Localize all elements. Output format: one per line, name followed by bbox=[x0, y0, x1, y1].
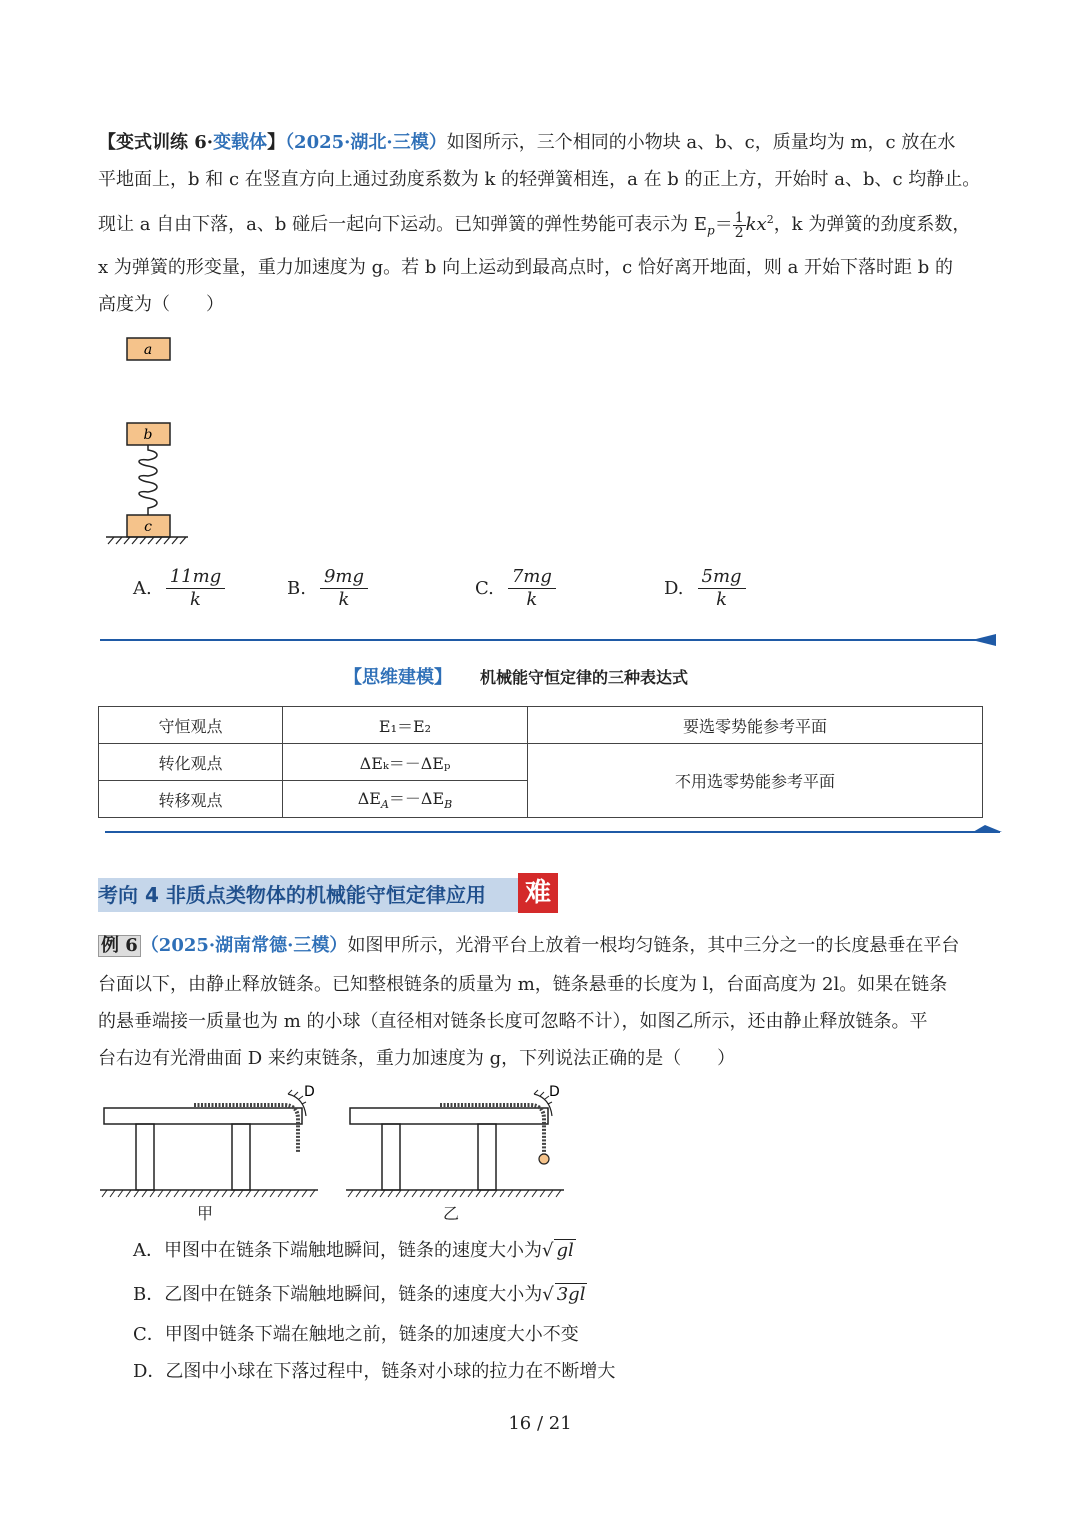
chain-figure-jia bbox=[98, 1080, 323, 1200]
model-title: 【思维建模】 机械能守恒定律的三种表达式 bbox=[344, 667, 689, 688]
problem1-line4: x 为弹簧的形变量，重力加速度为 g。若 b 向上运动到最高点时，c 恰好离开地面，则 a 开始下落时距 b 的 bbox=[98, 257, 954, 278]
choice-c[interactable]: C．甲图中链条下端在触地之前，链条的加速度大小不变 bbox=[133, 1324, 579, 1345]
option-a[interactable]: A. $\frac{11mg}{k}$ bbox=[133, 566, 225, 611]
problem1-line3: 现让 a 自由下落，a、b 碰后一起向下运动。已知弹簧的弹性势能可表示为 $E_p=$ $\frac{1}{2}$ $kx^2$，k 为弹簧的劲度系数， bbox=[98, 209, 971, 241]
example-label: 例 6 bbox=[98, 935, 141, 957]
problem2-line3: 的悬垂端接一质量也为 m 的小球（直径相对链条长度可忽略不计），如图乙所示，还由静止释放链条。平 bbox=[98, 1011, 928, 1032]
problem2-line1: 例 6 （2025·湖南常德·三模）如图甲所示，光滑平台上放着一根均匀链条，其中三分之一的长度悬垂在平台 bbox=[98, 934, 959, 958]
caption-yi: 乙 bbox=[443, 1204, 460, 1223]
problem1-source: （2025·湖北·三模） bbox=[285, 132, 447, 153]
chain-figure-yi bbox=[344, 1080, 569, 1200]
spring bbox=[139, 445, 157, 515]
problem2-source: （2025·湖南常德·三模） bbox=[140, 935, 348, 956]
row-name: 转移观点 bbox=[99, 781, 283, 818]
block-a-label: a bbox=[143, 342, 153, 358]
option-d[interactable]: D. $\frac{5mg}{k}$ bbox=[664, 566, 746, 611]
block-c-label: c bbox=[144, 519, 152, 535]
page-number: 16 / 21 bbox=[508, 1413, 572, 1434]
row-note: 要选零势能参考平面 bbox=[528, 707, 983, 744]
row-formula: $\Delta E_A=-\Delta E_B$ bbox=[283, 781, 528, 818]
problem1-line1: 【变式训练 6·变载体】（2025·湖北·三模）如图所示，三个相同的小物块 a、b、c，质量均为 m，c 放在水 bbox=[98, 132, 956, 153]
label-d: D bbox=[304, 1084, 315, 1100]
divider-top bbox=[100, 630, 1000, 650]
choice-a[interactable]: A．甲图中在链条下端触地瞬间，链条的速度大小为√ gl bbox=[133, 1240, 574, 1261]
problem2-line2: 台面以下，由静止释放链条。已知整根链条的质量为 m，链条悬垂的长度为 l，台面高度为 2l。如果在链条 bbox=[98, 974, 948, 995]
problem1-line2: 平地面上，b 和 c 在竖直方向上通过劲度系数为 k 的轻弹簧相连，a 在 b 的正上方，开始时 a、b、c 均静止。 bbox=[98, 169, 981, 190]
chain bbox=[440, 1105, 544, 1154]
table-row bbox=[99, 744, 983, 781]
model-table bbox=[98, 706, 983, 818]
divider-bottom bbox=[105, 820, 1005, 840]
problem2-line4: 台右边有光滑曲面 D 来约束链条，重力加速度为 g，下列说法正确的是（ ） bbox=[98, 1048, 736, 1069]
small-ball bbox=[539, 1154, 549, 1164]
choice-d[interactable]: D．乙图中小球在下落过程中，链条对小球的拉力在不断增大 bbox=[133, 1361, 616, 1382]
table-row bbox=[99, 707, 983, 744]
block-b-label: b bbox=[143, 427, 153, 443]
ground-hatch bbox=[108, 537, 186, 544]
row-formula: ΔEₖ＝－ΔEₚ bbox=[283, 744, 528, 781]
difficulty-badge: 难 bbox=[518, 873, 558, 913]
spring-blocks-figure bbox=[100, 330, 200, 550]
chain bbox=[194, 1105, 298, 1152]
option-b[interactable]: B. $\frac{9mg}{k}$ bbox=[287, 566, 368, 611]
option-c[interactable]: C. $\frac{7mg}{k}$ bbox=[475, 566, 556, 611]
row-note: 不用选零势能参考平面 bbox=[528, 744, 983, 818]
row-formula: E₁＝E₂ bbox=[283, 707, 528, 744]
section-heading: 考向 4 非质点类物体的机械能守恒定律应用 bbox=[98, 878, 518, 912]
one-half-fraction: $\frac{1}{2}$ bbox=[734, 209, 744, 241]
choice-b[interactable]: B．乙图中在链条下端触地瞬间，链条的速度大小为√ 3gl bbox=[133, 1284, 586, 1305]
row-name: 转化观点 bbox=[99, 744, 283, 781]
row-name: 守恒观点 bbox=[99, 707, 283, 744]
caption-jia: 甲 bbox=[197, 1204, 214, 1223]
problem1-line5: 高度为（ ） bbox=[98, 294, 224, 315]
label-d: D bbox=[549, 1084, 560, 1100]
